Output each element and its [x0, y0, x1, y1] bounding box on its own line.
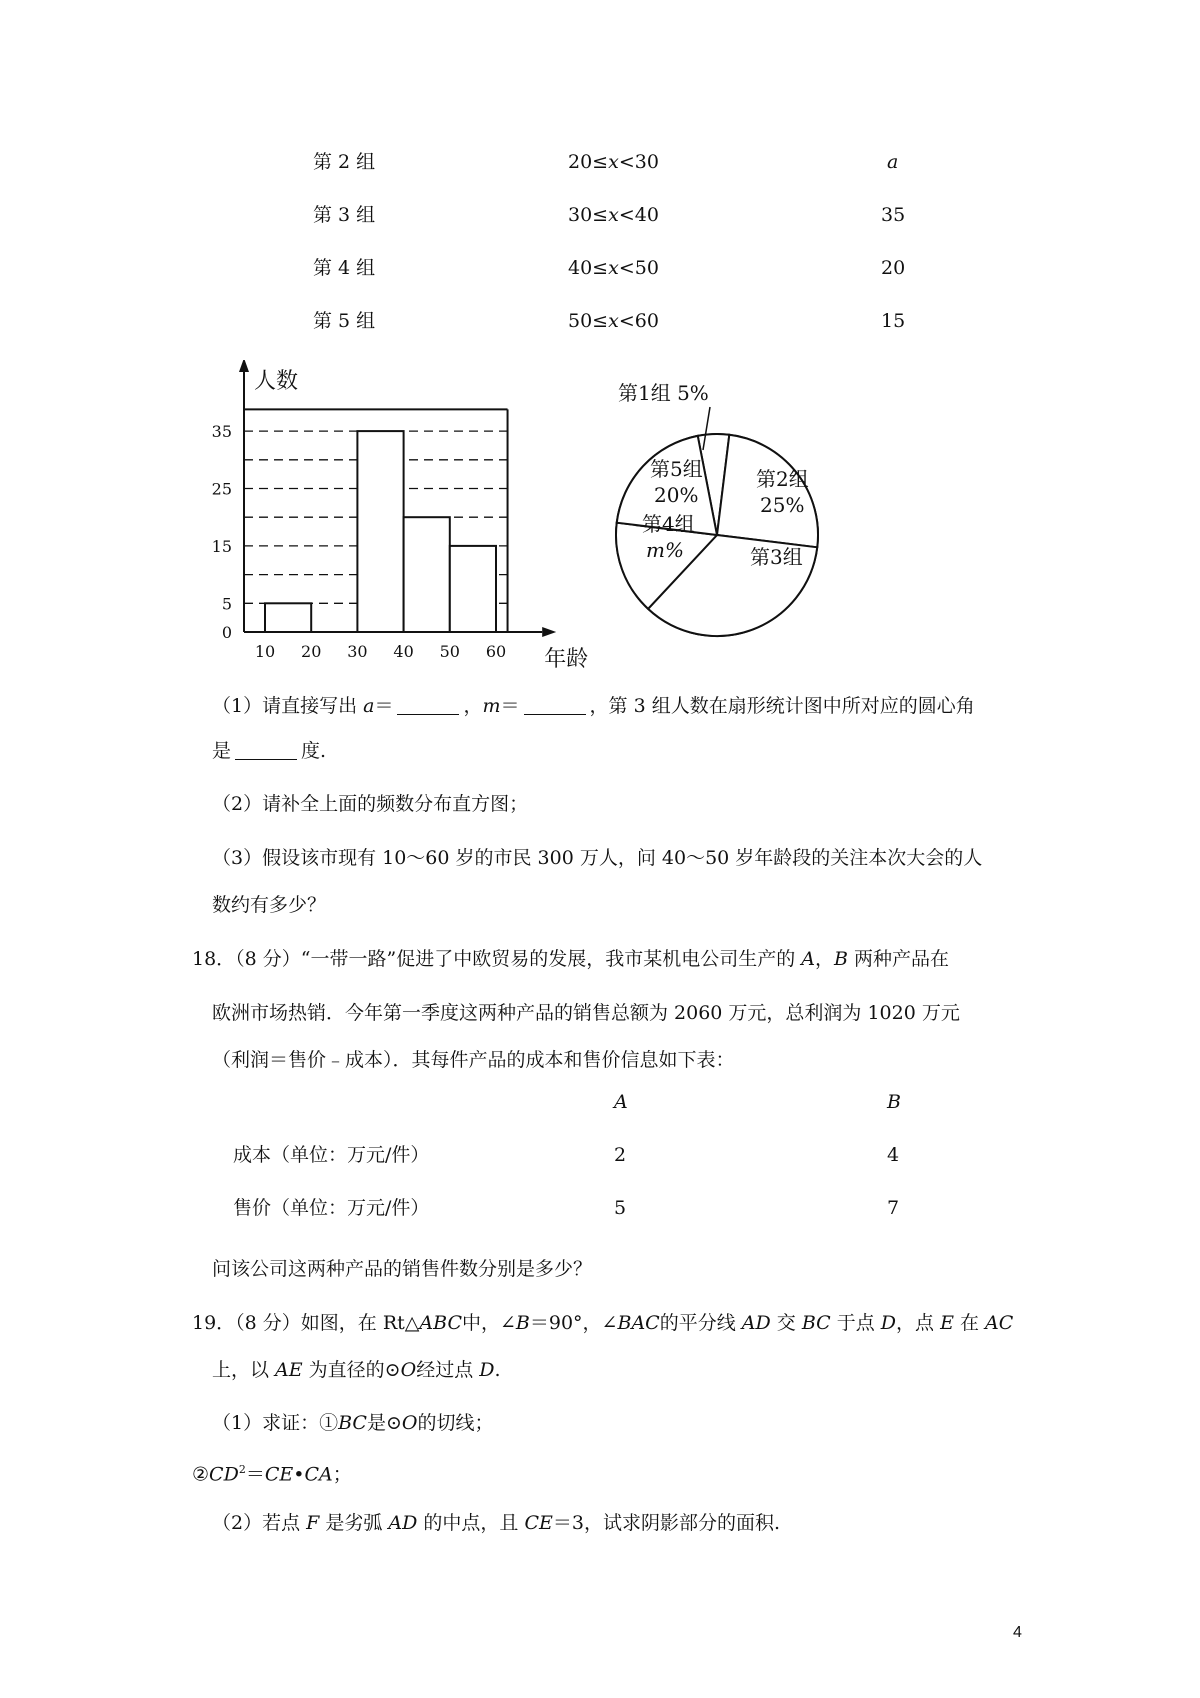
q17-part1-line2: [212, 739, 326, 763]
y-axis-label: 人数: [254, 369, 299, 394]
text: ，点: [896, 1312, 941, 1334]
var: BAC: [617, 1312, 660, 1334]
q18-question: 问该公司这两种产品的销售件数分别是多少？: [212, 1258, 593, 1280]
range-high: <60: [618, 310, 659, 332]
x-axis-arrow-icon: [542, 627, 556, 637]
freq-row-count: a: [887, 151, 899, 173]
text: 度.: [301, 740, 327, 762]
var: AD: [741, 1312, 771, 1334]
var: AE: [275, 1359, 303, 1381]
histogram-bar: [265, 603, 311, 632]
text: ②: [192, 1463, 210, 1486]
text: •: [293, 1463, 305, 1486]
range-var: x: [608, 257, 619, 279]
pie-chart: [600, 370, 850, 640]
freq-row-group: 第 5 组: [313, 310, 376, 332]
text: 是: [212, 740, 232, 762]
cost-table-row-label: 售价（单位：万元/件）: [233, 1197, 430, 1219]
pie-slice-percent: 20%: [654, 483, 699, 507]
y-tick-label: 35: [211, 422, 232, 442]
var: AC: [985, 1312, 1014, 1334]
text: ＝: [374, 695, 394, 717]
text: .: [494, 1359, 501, 1381]
q19-part1-2: [192, 1458, 352, 1486]
var: O: [401, 1412, 418, 1434]
text: ＝: [500, 695, 520, 717]
pie-slice-label: 第5组: [650, 457, 703, 481]
range-high: <40: [618, 204, 659, 226]
histogram-bar: [404, 517, 450, 632]
q19-line1: [192, 1311, 1013, 1335]
cost-table-cell-a: 5: [614, 1197, 627, 1219]
histogram-chart: [200, 360, 600, 670]
var: CA: [304, 1463, 333, 1486]
freq-row-range: [568, 203, 659, 227]
text: 于点: [830, 1312, 881, 1334]
var: F: [306, 1512, 320, 1534]
range-low: 50≤: [568, 310, 609, 332]
answer-blank-a[interactable]: [397, 696, 459, 715]
cost-table-row-label: 成本（单位：万元/件）: [233, 1144, 430, 1166]
text: 18．（8 分）“一带一路”促进了中欧贸易的发展，我市某机电公司生产的: [192, 948, 802, 970]
q19-line2: [212, 1358, 501, 1382]
var: ABC: [419, 1312, 462, 1334]
var-m: m: [482, 695, 501, 717]
x-tick-label: 50: [439, 642, 460, 661]
freq-row-group: 第 3 组: [313, 204, 376, 226]
var: D: [479, 1359, 495, 1381]
pie-slice-label: 第1组 5%: [618, 381, 709, 405]
var-a: a: [363, 695, 375, 717]
text: ＝90°，∠: [529, 1312, 618, 1334]
text: 中，∠: [461, 1312, 516, 1334]
cost-table-head-b: B: [887, 1091, 901, 1113]
var: AD: [388, 1512, 418, 1534]
freq-row-range: [568, 150, 659, 174]
var: CE: [264, 1463, 294, 1486]
var: CD: [209, 1463, 239, 1486]
freq-row-count: 15: [881, 310, 906, 332]
freq-row-count: 35: [881, 204, 906, 226]
text: 两种产品在: [848, 948, 950, 970]
freq-row-range: [568, 256, 659, 280]
x-tick-label: 10: [254, 642, 276, 661]
text: ＝3，试求阴影部分的面积.: [552, 1512, 781, 1534]
pie-slice: [717, 435, 818, 548]
x-tick-label: 40: [393, 642, 414, 661]
var: BC: [801, 1312, 831, 1334]
y-axis-arrow-icon: [239, 360, 249, 372]
text: 的平分线: [659, 1312, 742, 1334]
text: 经过点: [416, 1359, 480, 1381]
text: 19．（8 分）如图，在 Rt△: [192, 1312, 420, 1334]
range-var: x: [608, 204, 619, 226]
text: （2）若点: [212, 1512, 307, 1534]
pie-slice-label: 第4组: [642, 512, 695, 536]
range-var: x: [608, 151, 619, 173]
range-low: 30≤: [568, 204, 609, 226]
var-A: A: [801, 948, 816, 970]
text: 在: [953, 1312, 986, 1334]
text: （1）求证：①: [212, 1412, 339, 1434]
y-tick-label: 25: [211, 479, 232, 499]
histogram-bar: [450, 546, 496, 632]
cost-table-cell-a: 2: [614, 1144, 627, 1166]
var: D: [880, 1312, 897, 1334]
pie-slice-percent: 25%: [760, 493, 805, 517]
freq-row-group: 第 4 组: [313, 257, 376, 279]
text: ，: [815, 948, 835, 970]
x-tick-label: 20: [301, 642, 322, 661]
text: ；: [332, 1463, 352, 1486]
q17-part2: （2）请补全上面的频数分布直方图；: [212, 793, 529, 815]
text: 是⊙: [366, 1412, 402, 1434]
page-number: 4: [1013, 1624, 1022, 1641]
q18-line1: [192, 947, 949, 971]
range-low: 40≤: [568, 257, 609, 279]
text: ＝: [245, 1463, 265, 1486]
q19-part1: [212, 1411, 493, 1435]
answer-blank-m[interactable]: [524, 696, 586, 715]
freq-row-count: 20: [881, 257, 906, 279]
text: 的切线；: [417, 1412, 494, 1434]
x-axis-label: 年龄: [544, 647, 589, 670]
range-low: 20≤: [568, 151, 609, 173]
x-tick-label: 60: [485, 642, 507, 661]
pie-slice-label: 第2组: [756, 467, 809, 491]
text: 上，以: [212, 1359, 276, 1381]
var-B: B: [834, 948, 848, 970]
text: ，: [463, 695, 483, 717]
cost-table-cell-b: 7: [887, 1197, 900, 1219]
range-high: <50: [618, 257, 659, 279]
text: 的中点，且: [417, 1512, 525, 1534]
freq-row-group: 第 2 组: [313, 151, 376, 173]
var: O: [400, 1359, 417, 1381]
y-tick-label: 15: [211, 536, 232, 556]
q18-line3: （利润＝售价﹣成本）．其每件产品的成本和售价信息如下表：: [212, 1049, 735, 1071]
freq-row-range: [568, 309, 659, 333]
text: 交: [770, 1312, 802, 1334]
var: B: [515, 1312, 530, 1334]
answer-blank-angle[interactable]: [235, 741, 297, 760]
q17-part3-line2: 数约有多少？: [212, 894, 327, 916]
histogram-bar: [357, 431, 403, 632]
pie-slice-label: 第3组: [750, 545, 803, 569]
q19-part2: [212, 1511, 780, 1535]
range-high: <30: [618, 151, 659, 173]
range-var: x: [608, 310, 619, 332]
var: CE: [524, 1512, 553, 1534]
text: 为直径的⊙: [302, 1359, 401, 1381]
text: （1）请直接写出: [212, 695, 364, 717]
text: ，第 3 组人数在扇形统计图中所对应的圆心角: [589, 695, 975, 717]
text: 是劣弧: [319, 1512, 389, 1534]
cost-table-head-a: A: [614, 1091, 628, 1113]
cost-table-cell-b: 4: [887, 1144, 900, 1166]
q17-part3-line1: （3）假设该市现有 10～60 岁的市民 300 万人，问 40～50 岁年龄段的关注本次大会的人: [212, 847, 983, 869]
var: E: [940, 1312, 954, 1334]
q18-line2: 欧洲市场热销．今年第一季度这两种产品的销售总额为 2060 万元，总利润为 1020 万元: [212, 1002, 960, 1024]
q17-part1-line1: [212, 694, 975, 718]
pie-slice-percent: m%: [646, 538, 684, 562]
var: BC: [338, 1412, 367, 1434]
y-tick-label: 5: [221, 594, 232, 614]
y-tick-label: 0: [221, 623, 232, 642]
x-tick-label: 30: [347, 642, 368, 661]
superscript: 2: [238, 1463, 246, 1476]
